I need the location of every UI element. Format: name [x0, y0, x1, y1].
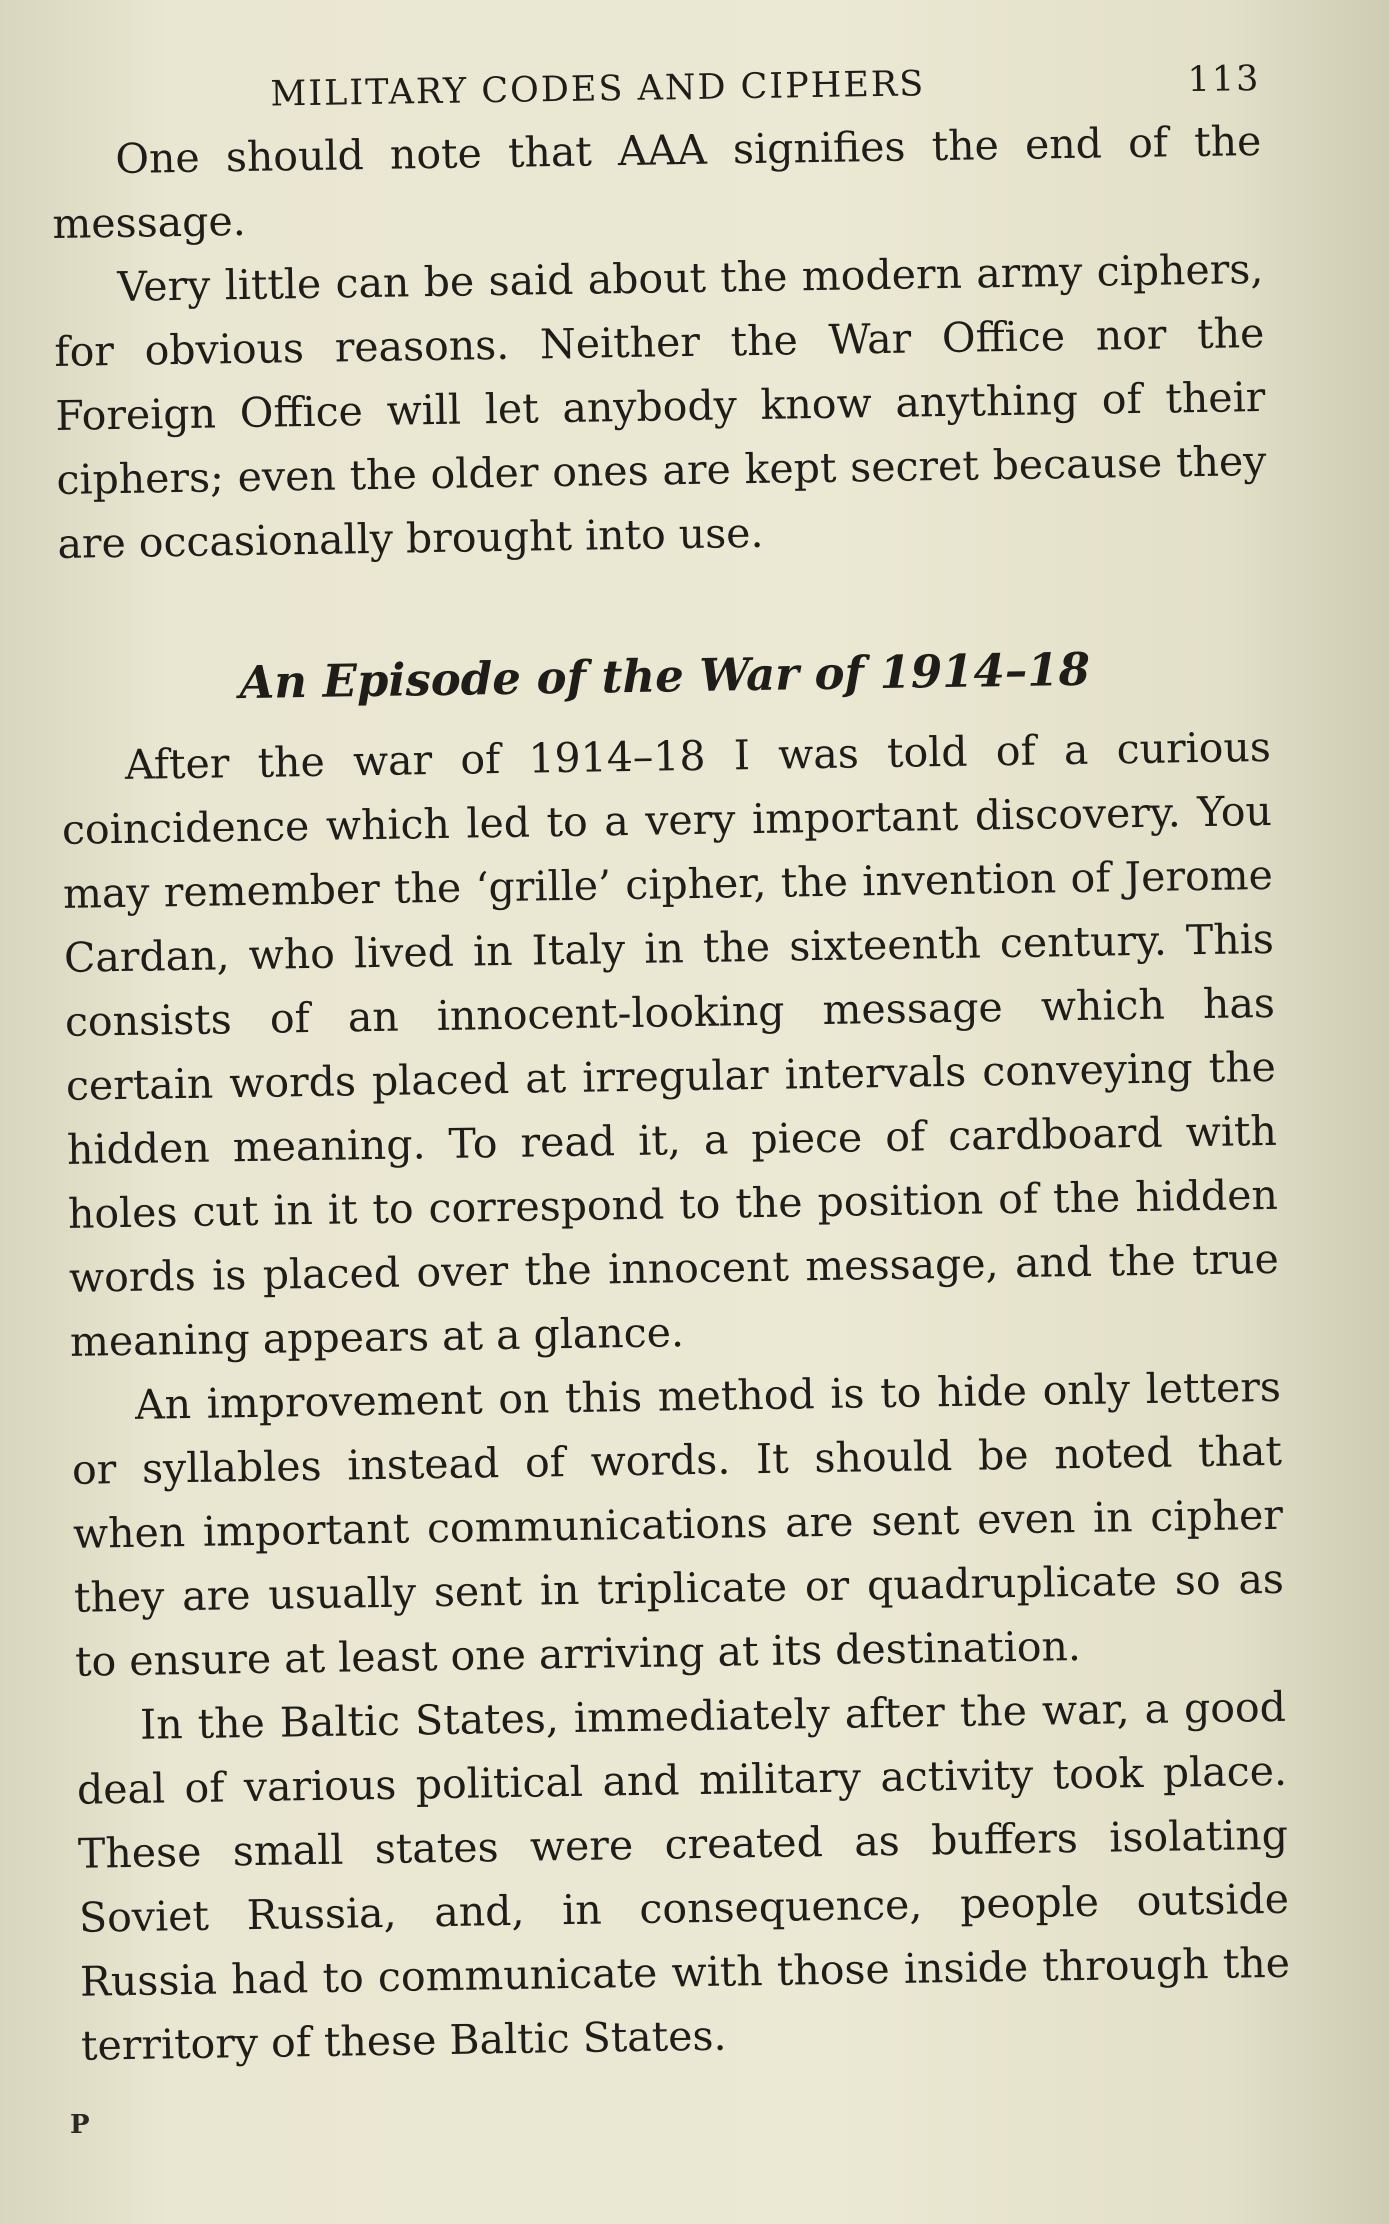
text-block: [50, 49, 1291, 2078]
paragraph-aaa-note: One should note that AAA signifies the end of the message.: [52, 116, 1262, 248]
page-number: 113: [1187, 58, 1261, 101]
paragraph-grille-cipher: After the war of 1914–18 I was told of a curious coincidence which led to a very important discovery. You may remember the ‘grille’ cipher, the invention of Jerome Cardan, who lived in Italy in the sixteenth century. This consists of an innocent-looking message which has certain words placed at irregular intervals conveying the hidden meaning. To read it, a piece of cardboard with holes cut in it to correspond to the position of the hidden words is placed over the innocent message, and the true meaning appears at a glance.: [61, 722, 1280, 1366]
paragraph-modern-ciphers: Very little can be said about the modern army ciphers, for obvious reasons. Neither the War Office nor the Foreign Office will let anybody know anything of their ciphers; even the older ones are kept secret because they are occasionally brought into use.: [54, 244, 1267, 568]
paragraph-baltic-states: In the Baltic States, immediately after the war, a good deal of various political and military activity took place. These small states were created as buffers isolating Soviet Russia, and, in consequence, people outside Russia had to communicate with those inside through the territory of these Baltic States.: [76, 1682, 1291, 2070]
paragraph-improvement: An improvement on this method is to hide only letters or syllables instead of words. It should be noted that when important communications are sent even in cipher they are usually sent in triplicate or quadruplicate so as to ensure at least one arriving at its destination.: [71, 1362, 1285, 1686]
section-heading: An Episode of the War of 1914–18: [238, 642, 1091, 710]
running-title: MILITARY CODES AND CIPHERS: [270, 64, 926, 115]
signature-mark: P: [70, 2110, 90, 2140]
